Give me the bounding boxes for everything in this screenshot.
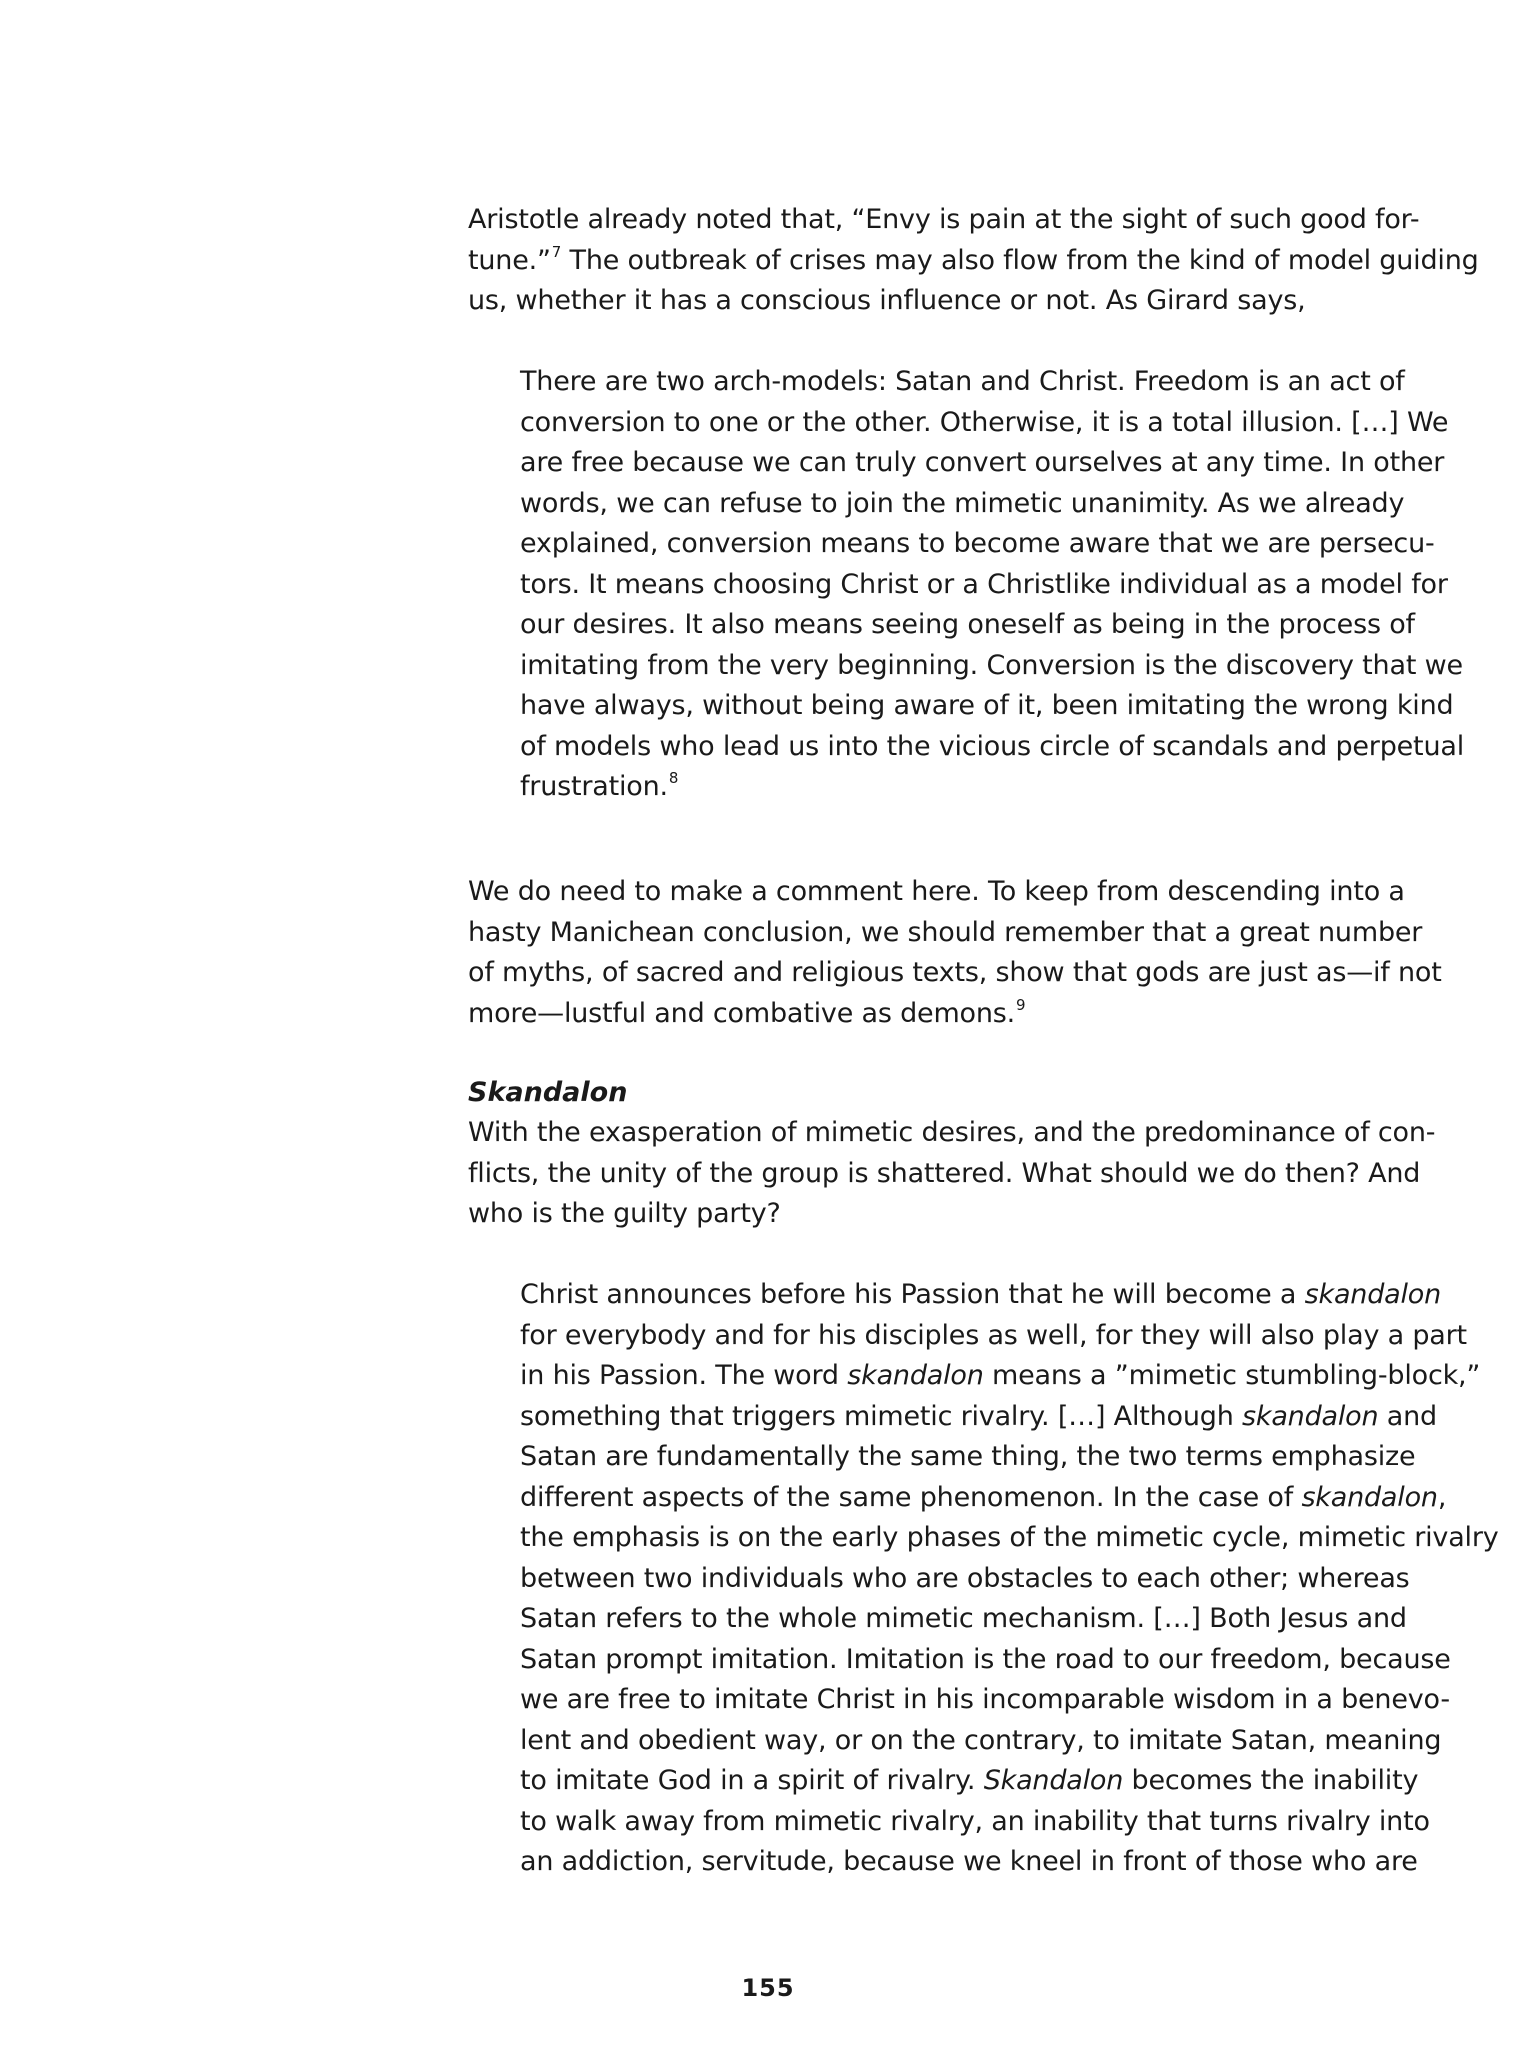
quote-line: different aspects of the same phenomenon. In the case of skandalon, (520, 1481, 1447, 1513)
text-line: who is the guilty party? (468, 1198, 781, 1229)
quote-line: are free because we can truly convert ourselves at any time. In other (520, 447, 1445, 478)
quote-line: explained, conversion means to become aware that we are persecu- (520, 528, 1435, 559)
text-line: flicts, the unity of the group is shattered. What should we do then? And (468, 1157, 1421, 1189)
footnote-ref-9[interactable]: 9 (1016, 995, 1026, 1014)
quote-line: imitating from the very beginning. Conversion is the discovery that we (520, 649, 1463, 681)
text-line: us, whether it has a conscious influence or not. As Girard says, (468, 285, 1306, 316)
quote-line: frustration.$^8$ (520, 769, 679, 802)
footnote-ref-8[interactable]: 8 (668, 769, 679, 787)
paragraph-envy (468, 200, 1479, 322)
quote-line: Satan refers to the whole mimetic mechanism. […] Both Jesus and (520, 1603, 1407, 1634)
quote-line: Satan are fundamentally the same thing, the two terms emphasize (520, 1441, 1416, 1472)
text-line: more—lustful and combative as demons.$^9$ (468, 995, 1026, 1029)
quote-line: lent and obedient way, or on the contrary, to imitate Satan, meaning (520, 1724, 1442, 1756)
quote-line: between two individuals who are obstacles to each other; whereas (520, 1562, 1410, 1594)
quote-line: words, we can refuse to join the mimetic unanimity. As we already (520, 487, 1405, 519)
block-quote-arch-models (520, 362, 1464, 808)
quote-line: the emphasis is on the early phases of the mimetic cycle, mimetic rivalry (520, 1522, 1499, 1553)
quote-line: There are two arch-models: Satan and Christ. Freedom is an act of (520, 366, 1405, 397)
quote-line: to walk away from mimetic rivalry, an inability that turns rivalry into (520, 1805, 1430, 1837)
text-line: hasty Manichean conclusion, we should remember that a great number (468, 916, 1423, 948)
quote-line: in his Passion. The word skandalon means a ”mimetic stumbling-block,” (520, 1360, 1481, 1391)
paragraph-exasperation (468, 1113, 1436, 1235)
quote-line: an addiction, servitude, because we kneel in front of those who are (520, 1846, 1418, 1877)
paragraph-manichean (468, 872, 1442, 1034)
quote-line: to imitate God in a spirit of rivalry. Skandalon becomes the inability (520, 1765, 1419, 1796)
page-number: 155 (741, 1974, 795, 2002)
section-heading-skandalon: Skandalon (468, 1077, 628, 1108)
quote-line: Satan prompt imitation. Imitation is the road to our freedom, because (520, 1643, 1451, 1675)
quote-line: our desires. It also means seeing oneself as being in the process of (520, 609, 1415, 640)
quote-line: conversion to one or the other. Otherwise, it is a total illusion. […] We (520, 406, 1449, 438)
quote-line: of models who lead us into the vicious circle of scandals and perpetual (520, 730, 1464, 762)
text-line: Aristotle already noted that, “Envy is pain at the sight of such good for- (468, 204, 1420, 235)
text-line: of myths, of sacred and religious texts, show that gods are just as—if not (468, 957, 1442, 988)
quote-line: tors. It means choosing Christ or a Christlike individual as a model for (520, 568, 1448, 600)
quote-line: Christ announces before his Passion that he will become a skandalon (520, 1279, 1442, 1310)
text-line: tune.”$^7$ The outbreak of crises may also flow from the kind of model guiding (468, 242, 1479, 276)
text-line: With the exasperation of mimetic desires, and the predominance of con- (468, 1117, 1436, 1148)
footnote-ref-7[interactable]: 7 (551, 242, 562, 261)
quote-line: for everybody and for his disciples as well, for they will also play a part (520, 1319, 1467, 1351)
quote-line: something that triggers mimetic rivalry. […] Although skandalon and (520, 1400, 1437, 1432)
quote-line: we are free to imitate Christ in his incomparable wisdom in a benevo- (520, 1684, 1450, 1715)
quote-line: have always, without being aware of it, been imitating the wrong kind (520, 690, 1454, 721)
text-line: We do need to make a comment here. To keep from descending into a (468, 876, 1405, 907)
block-quote-skandalon (520, 1275, 1499, 1883)
